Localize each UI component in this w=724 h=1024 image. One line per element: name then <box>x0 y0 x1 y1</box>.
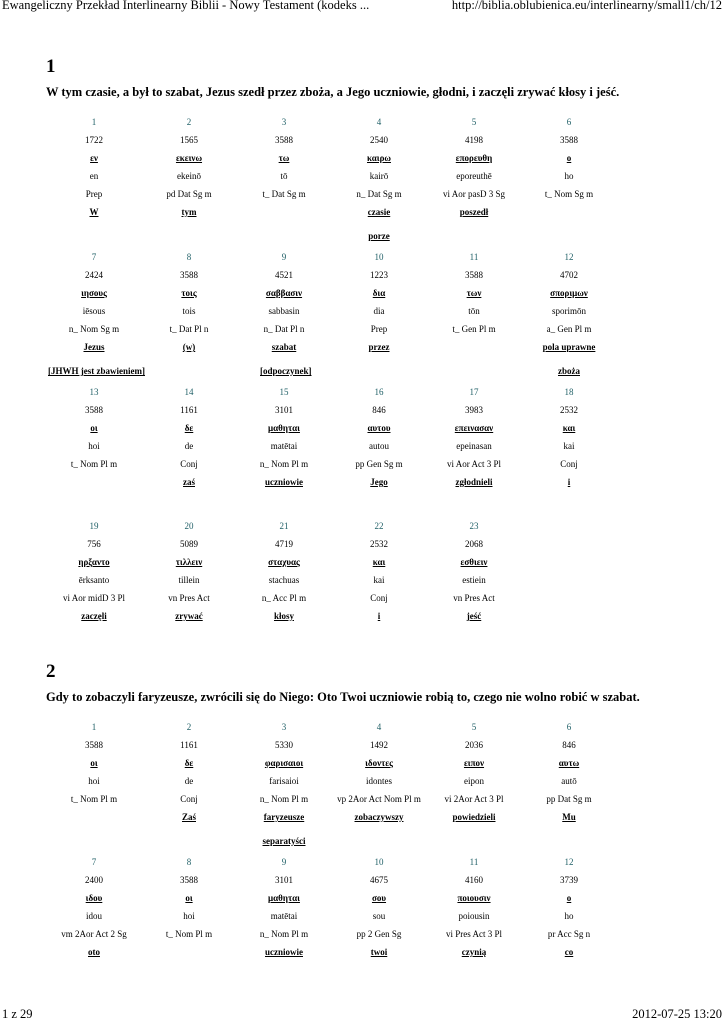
strong-number[interactable]: 846 <box>562 740 576 750</box>
word-number: 5 <box>471 722 477 732</box>
transliteration: autou <box>369 441 389 451</box>
strong-number[interactable]: 846 <box>372 405 386 415</box>
morphology: t_ Dat Sg m <box>262 189 306 199</box>
strong-number[interactable]: 3588 <box>560 135 578 145</box>
polish-translation[interactable]: Mu <box>562 812 576 822</box>
alternate-translation[interactable]: [odpoczynek] <box>260 366 312 376</box>
polish-translation[interactable]: pola uprawne <box>542 342 596 352</box>
polish-translation[interactable]: zaczęli <box>81 611 107 621</box>
transliteration: idou <box>85 911 102 921</box>
transliteration: sporimōn <box>551 306 586 316</box>
greek-word[interactable]: σταχυας <box>268 557 300 567</box>
morphology: vm 2Aor Act 2 Sg <box>61 929 127 939</box>
word-number: 11 <box>469 252 479 262</box>
verse-text: W tym czasie, a był to szabat, Jezus szedł przez zboża, a Jego uczniowie, głodni, i zaczęli zrywać kłosy i jeść. <box>46 85 620 99</box>
word-number: 21 <box>279 521 289 531</box>
word-number: 6 <box>566 117 572 127</box>
morphology: pp Dat Sg m <box>546 794 592 804</box>
transliteration: en <box>89 171 99 181</box>
greek-word[interactable]: τιλλειν <box>175 557 203 567</box>
word-number: 8 <box>186 857 192 867</box>
transliteration: estiein <box>462 575 486 585</box>
polish-translation[interactable]: co <box>564 947 574 957</box>
polish-translation[interactable]: zrywać <box>175 611 203 621</box>
morphology: Conj <box>180 459 198 469</box>
polish-translation[interactable]: poszedł <box>459 207 489 217</box>
transliteration: ērksanto <box>78 575 110 585</box>
greek-word[interactable]: οι <box>90 423 98 433</box>
transliteration: ekeinō <box>177 171 201 181</box>
polish-translation[interactable]: W <box>89 207 99 217</box>
greek-word[interactable]: των <box>466 288 482 298</box>
transliteration: kai <box>373 575 385 585</box>
strong-number[interactable]: 3739 <box>560 875 578 885</box>
word-number: 11 <box>469 857 479 867</box>
word-number: 7 <box>91 857 97 867</box>
strong-number[interactable]: 4521 <box>275 270 293 280</box>
transliteration: eipon <box>464 776 484 786</box>
polish-translation[interactable]: tym <box>181 207 197 217</box>
greek-word[interactable]: ποιουσιν <box>457 893 491 903</box>
word-number: 19 <box>89 521 99 531</box>
polish-translation[interactable]: zaś <box>183 477 195 487</box>
morphology: n_ Dat Sg m <box>356 189 402 199</box>
polish-translation[interactable]: Jezus <box>83 342 105 352</box>
greek-word[interactable]: επεινασαν <box>454 423 494 433</box>
transliteration: sabbasin <box>268 306 300 316</box>
alternate-translation[interactable]: [JHWH jest zbawieniem] <box>48 366 145 376</box>
greek-word[interactable]: σαββασιν <box>265 288 303 298</box>
word-number: 10 <box>374 252 384 262</box>
transliteration: dia <box>373 306 385 316</box>
transliteration: tillein <box>178 575 200 585</box>
greek-word[interactable]: οι <box>90 758 98 768</box>
greek-word[interactable]: ο <box>566 153 572 163</box>
strong-number[interactable]: 1492 <box>370 740 388 750</box>
morphology: n_ Nom Pl m <box>259 459 309 469</box>
alternate-translation[interactable]: zboża <box>558 366 580 376</box>
morphology: n_ Acc Pl m <box>261 593 307 603</box>
transliteration: matētai <box>270 911 298 921</box>
greek-word[interactable]: μαθηται <box>268 423 300 433</box>
word-number: 4 <box>376 722 382 732</box>
morphology: pd Dat Sg m <box>166 189 212 199</box>
greek-word[interactable]: και <box>562 423 576 433</box>
transliteration: tōn <box>468 306 480 316</box>
strong-number[interactable]: 3983 <box>465 405 483 415</box>
word-number: 15 <box>279 387 289 397</box>
greek-word[interactable]: επορευθη <box>455 153 493 163</box>
polish-translation[interactable]: czynią <box>461 947 487 957</box>
word-number: 7 <box>91 252 97 262</box>
morphology: n_ Nom Pl m <box>259 929 309 939</box>
strong-number[interactable]: 1722 <box>85 135 103 145</box>
morphology: t_ Gen Pl m <box>452 324 496 334</box>
greek-word[interactable]: οι <box>185 893 193 903</box>
greek-word[interactable]: ιησους <box>81 288 107 298</box>
polish-translation[interactable]: kłosy <box>273 611 294 621</box>
word-number: 14 <box>184 387 194 397</box>
greek-word[interactable]: ηρξαντο <box>78 557 110 567</box>
morphology: vi Aor pasD 3 Sg <box>442 189 505 199</box>
polish-translation[interactable]: uczniowie <box>265 947 303 957</box>
strong-number[interactable]: 2400 <box>85 875 103 885</box>
strong-number[interactable]: 3588 <box>85 405 103 415</box>
word-number: 18 <box>564 387 574 397</box>
polish-translation[interactable]: faryzeusze <box>263 812 305 822</box>
transliteration: de <box>184 441 194 451</box>
morphology: vn Pres Act <box>168 593 210 603</box>
transliteration: tois <box>182 306 196 316</box>
morphology: t_ Nom Pl m <box>70 459 118 469</box>
word-number: 16 <box>374 387 384 397</box>
greek-word[interactable]: σποριμων <box>550 288 588 298</box>
morphology: t_ Nom Pl m <box>165 929 213 939</box>
transliteration: matētai <box>270 441 298 451</box>
polish-translation[interactable]: oto <box>88 947 100 957</box>
transliteration: ho <box>564 171 574 181</box>
transliteration: poiousin <box>458 911 490 921</box>
word-number: 5 <box>471 117 477 127</box>
word-number: 22 <box>374 521 384 531</box>
transliteration: stachuas <box>268 575 300 585</box>
strong-number[interactable]: 2540 <box>370 135 388 145</box>
page-title: Ewangeliczny Przekład Interlinearny Biblii - Nowy Testament (kodeks ... <box>2 0 370 12</box>
word-number: 10 <box>374 857 384 867</box>
strong-number[interactable]: 2036 <box>465 740 483 750</box>
strong-number[interactable]: 756 <box>87 539 101 549</box>
morphology: pr Acc Sg n <box>547 929 591 939</box>
polish-translation[interactable]: czasie <box>367 207 391 217</box>
greek-word[interactable]: φαρισαιοι <box>264 758 304 768</box>
transliteration: ho <box>564 911 574 921</box>
morphology: vi Aor Act 3 Pl <box>446 459 501 469</box>
morphology: vn Pres Act <box>453 593 495 603</box>
strong-number[interactable]: 3588 <box>465 270 483 280</box>
alternate-translation[interactable]: porze <box>368 231 390 241</box>
strong-number[interactable]: 2424 <box>85 270 103 280</box>
strong-number[interactable]: 3588 <box>85 740 103 750</box>
strong-number[interactable]: 4702 <box>560 270 578 280</box>
greek-word[interactable]: δια <box>372 288 386 298</box>
transliteration: hoi <box>88 776 100 786</box>
morphology: vi Pres Act 3 Pl <box>445 929 502 939</box>
morphology: vp 2Aor Act Nom Pl m <box>337 794 421 804</box>
greek-word[interactable]: μαθηται <box>268 893 300 903</box>
morphology: n_ Nom Pl m <box>259 794 309 804</box>
transliteration: tō <box>280 171 288 181</box>
page-url[interactable]: http://biblia.oblubienica.eu/interlinearny/small1/ch/12 <box>451 0 722 12</box>
greek-word[interactable]: αυτου <box>367 423 391 433</box>
print-datetime: 2012-07-25 13:20 <box>632 1007 722 1021</box>
word-number: 8 <box>186 252 192 262</box>
transliteration: hoi <box>88 441 100 451</box>
morphology: Conj <box>180 794 198 804</box>
word-number: 3 <box>281 722 287 732</box>
word-number: 13 <box>89 387 99 397</box>
strong-number[interactable]: 5089 <box>180 539 198 549</box>
strong-number[interactable]: 4719 <box>275 539 293 549</box>
greek-word[interactable]: εσθιειν <box>460 557 488 567</box>
word-number: 1 <box>91 117 97 127</box>
polish-translation[interactable]: i <box>567 477 571 487</box>
strong-number[interactable]: 2068 <box>465 539 483 549</box>
word-number: 4 <box>376 117 382 127</box>
morphology: t_ Dat Pl n <box>169 324 209 334</box>
transliteration: idontes <box>366 776 392 786</box>
transliteration: iēsous <box>82 306 106 316</box>
greek-word[interactable]: ιδοντες <box>365 758 393 768</box>
morphology: a_ Gen Pl m <box>546 324 592 334</box>
word-number: 12 <box>564 252 574 262</box>
transliteration: kai <box>563 441 575 451</box>
polish-translation[interactable]: zobaczywszy <box>354 812 404 822</box>
word-number: 6 <box>566 722 572 732</box>
morphology: n_ Dat Pl n <box>263 324 305 334</box>
strong-number[interactable]: 4198 <box>465 135 483 145</box>
transliteration: epeinasan <box>456 441 492 451</box>
word-number: 17 <box>469 387 479 397</box>
polish-translation[interactable]: (w) <box>182 342 196 352</box>
greek-word[interactable]: καιρω <box>367 153 391 163</box>
page-counter: 1 z 29 <box>2 1007 33 1021</box>
word-number: 12 <box>564 857 574 867</box>
polish-translation[interactable]: powiedzieli <box>452 812 496 822</box>
strong-number[interactable]: 3588 <box>180 270 198 280</box>
greek-word[interactable]: αυτω <box>558 758 580 768</box>
polish-translation[interactable]: przez <box>368 342 390 352</box>
morphology: Prep <box>85 189 103 199</box>
verse-text: Gdy to zobaczyli faryzeusze, zwrócili się do Niego: Oto Twoi uczniowie robią to, czego nie wolno robić w szabat. <box>46 690 640 704</box>
transliteration: sou <box>372 911 386 921</box>
verse-number: 2 <box>46 661 56 682</box>
word-number: 20 <box>184 521 194 531</box>
strong-number[interactable]: 2532 <box>370 539 388 549</box>
strong-number[interactable]: 1565 <box>180 135 198 145</box>
word-number: 1 <box>91 722 97 732</box>
morphology: t_ Nom Pl m <box>70 794 118 804</box>
greek-word[interactable]: ιδου <box>85 893 103 903</box>
greek-word[interactable]: τω <box>278 153 290 163</box>
morphology: pp 2 Gen Sg <box>356 929 402 939</box>
polish-translation[interactable]: zgłodnieli <box>455 477 493 487</box>
strong-number[interactable]: 3101 <box>275 875 293 885</box>
greek-word[interactable]: ειπον <box>463 758 485 768</box>
greek-word[interactable]: εν <box>90 153 98 163</box>
word-number: 9 <box>281 252 287 262</box>
strong-number[interactable]: 3101 <box>275 405 293 415</box>
greek-word[interactable]: δε <box>184 758 194 768</box>
word-number: 3 <box>281 117 287 127</box>
transliteration: farisaioi <box>269 776 299 786</box>
transliteration: eporeuthē <box>456 171 492 181</box>
transliteration: kairō <box>369 171 389 181</box>
morphology: t_ Nom Sg m <box>544 189 594 199</box>
word-number: 2 <box>186 117 192 127</box>
polish-translation[interactable]: Jego <box>370 477 388 487</box>
word-number: 9 <box>281 857 287 867</box>
polish-translation[interactable]: Zaś <box>181 812 196 822</box>
greek-word[interactable]: δε <box>184 423 194 433</box>
morphology: Conj <box>370 593 388 603</box>
strong-number[interactable]: 1223 <box>370 270 388 280</box>
word-number: 2 <box>186 722 192 732</box>
strong-number[interactable]: 5330 <box>275 740 293 750</box>
greek-word[interactable]: τοις <box>181 288 197 298</box>
transliteration: hoi <box>183 911 195 921</box>
morphology: pp Gen Sg m <box>355 459 403 469</box>
polish-translation[interactable]: uczniowie <box>265 477 303 487</box>
polish-translation[interactable]: twoi <box>370 947 388 957</box>
polish-translation[interactable]: jeść <box>466 611 482 621</box>
polish-translation[interactable]: szabat <box>271 342 297 352</box>
alternate-translation[interactable]: separatyści <box>262 836 306 846</box>
greek-word[interactable]: ο <box>566 893 572 903</box>
word-number: 23 <box>469 521 479 531</box>
strong-number[interactable]: 1161 <box>180 405 198 415</box>
strong-number[interactable]: 3588 <box>180 875 198 885</box>
verse-number: 1 <box>46 56 56 77</box>
morphology: Prep <box>370 324 388 334</box>
strong-number[interactable]: 1161 <box>180 740 198 750</box>
greek-word[interactable]: και <box>372 557 386 567</box>
morphology: Conj <box>560 459 578 469</box>
strong-number[interactable]: 4675 <box>370 875 388 885</box>
morphology: vi 2Aor Act 3 Pl <box>444 794 504 804</box>
polish-translation[interactable]: i <box>377 611 381 621</box>
greek-word[interactable]: εκεινω <box>175 153 203 163</box>
strong-number[interactable]: 3588 <box>275 135 293 145</box>
strong-number[interactable]: 4160 <box>465 875 483 885</box>
transliteration: de <box>184 776 194 786</box>
strong-number[interactable]: 2532 <box>560 405 578 415</box>
transliteration: autō <box>561 776 577 786</box>
morphology: vi Aor midD 3 Pl <box>62 593 125 603</box>
greek-word[interactable]: σου <box>371 893 387 903</box>
morphology: n_ Nom Sg m <box>68 324 120 334</box>
